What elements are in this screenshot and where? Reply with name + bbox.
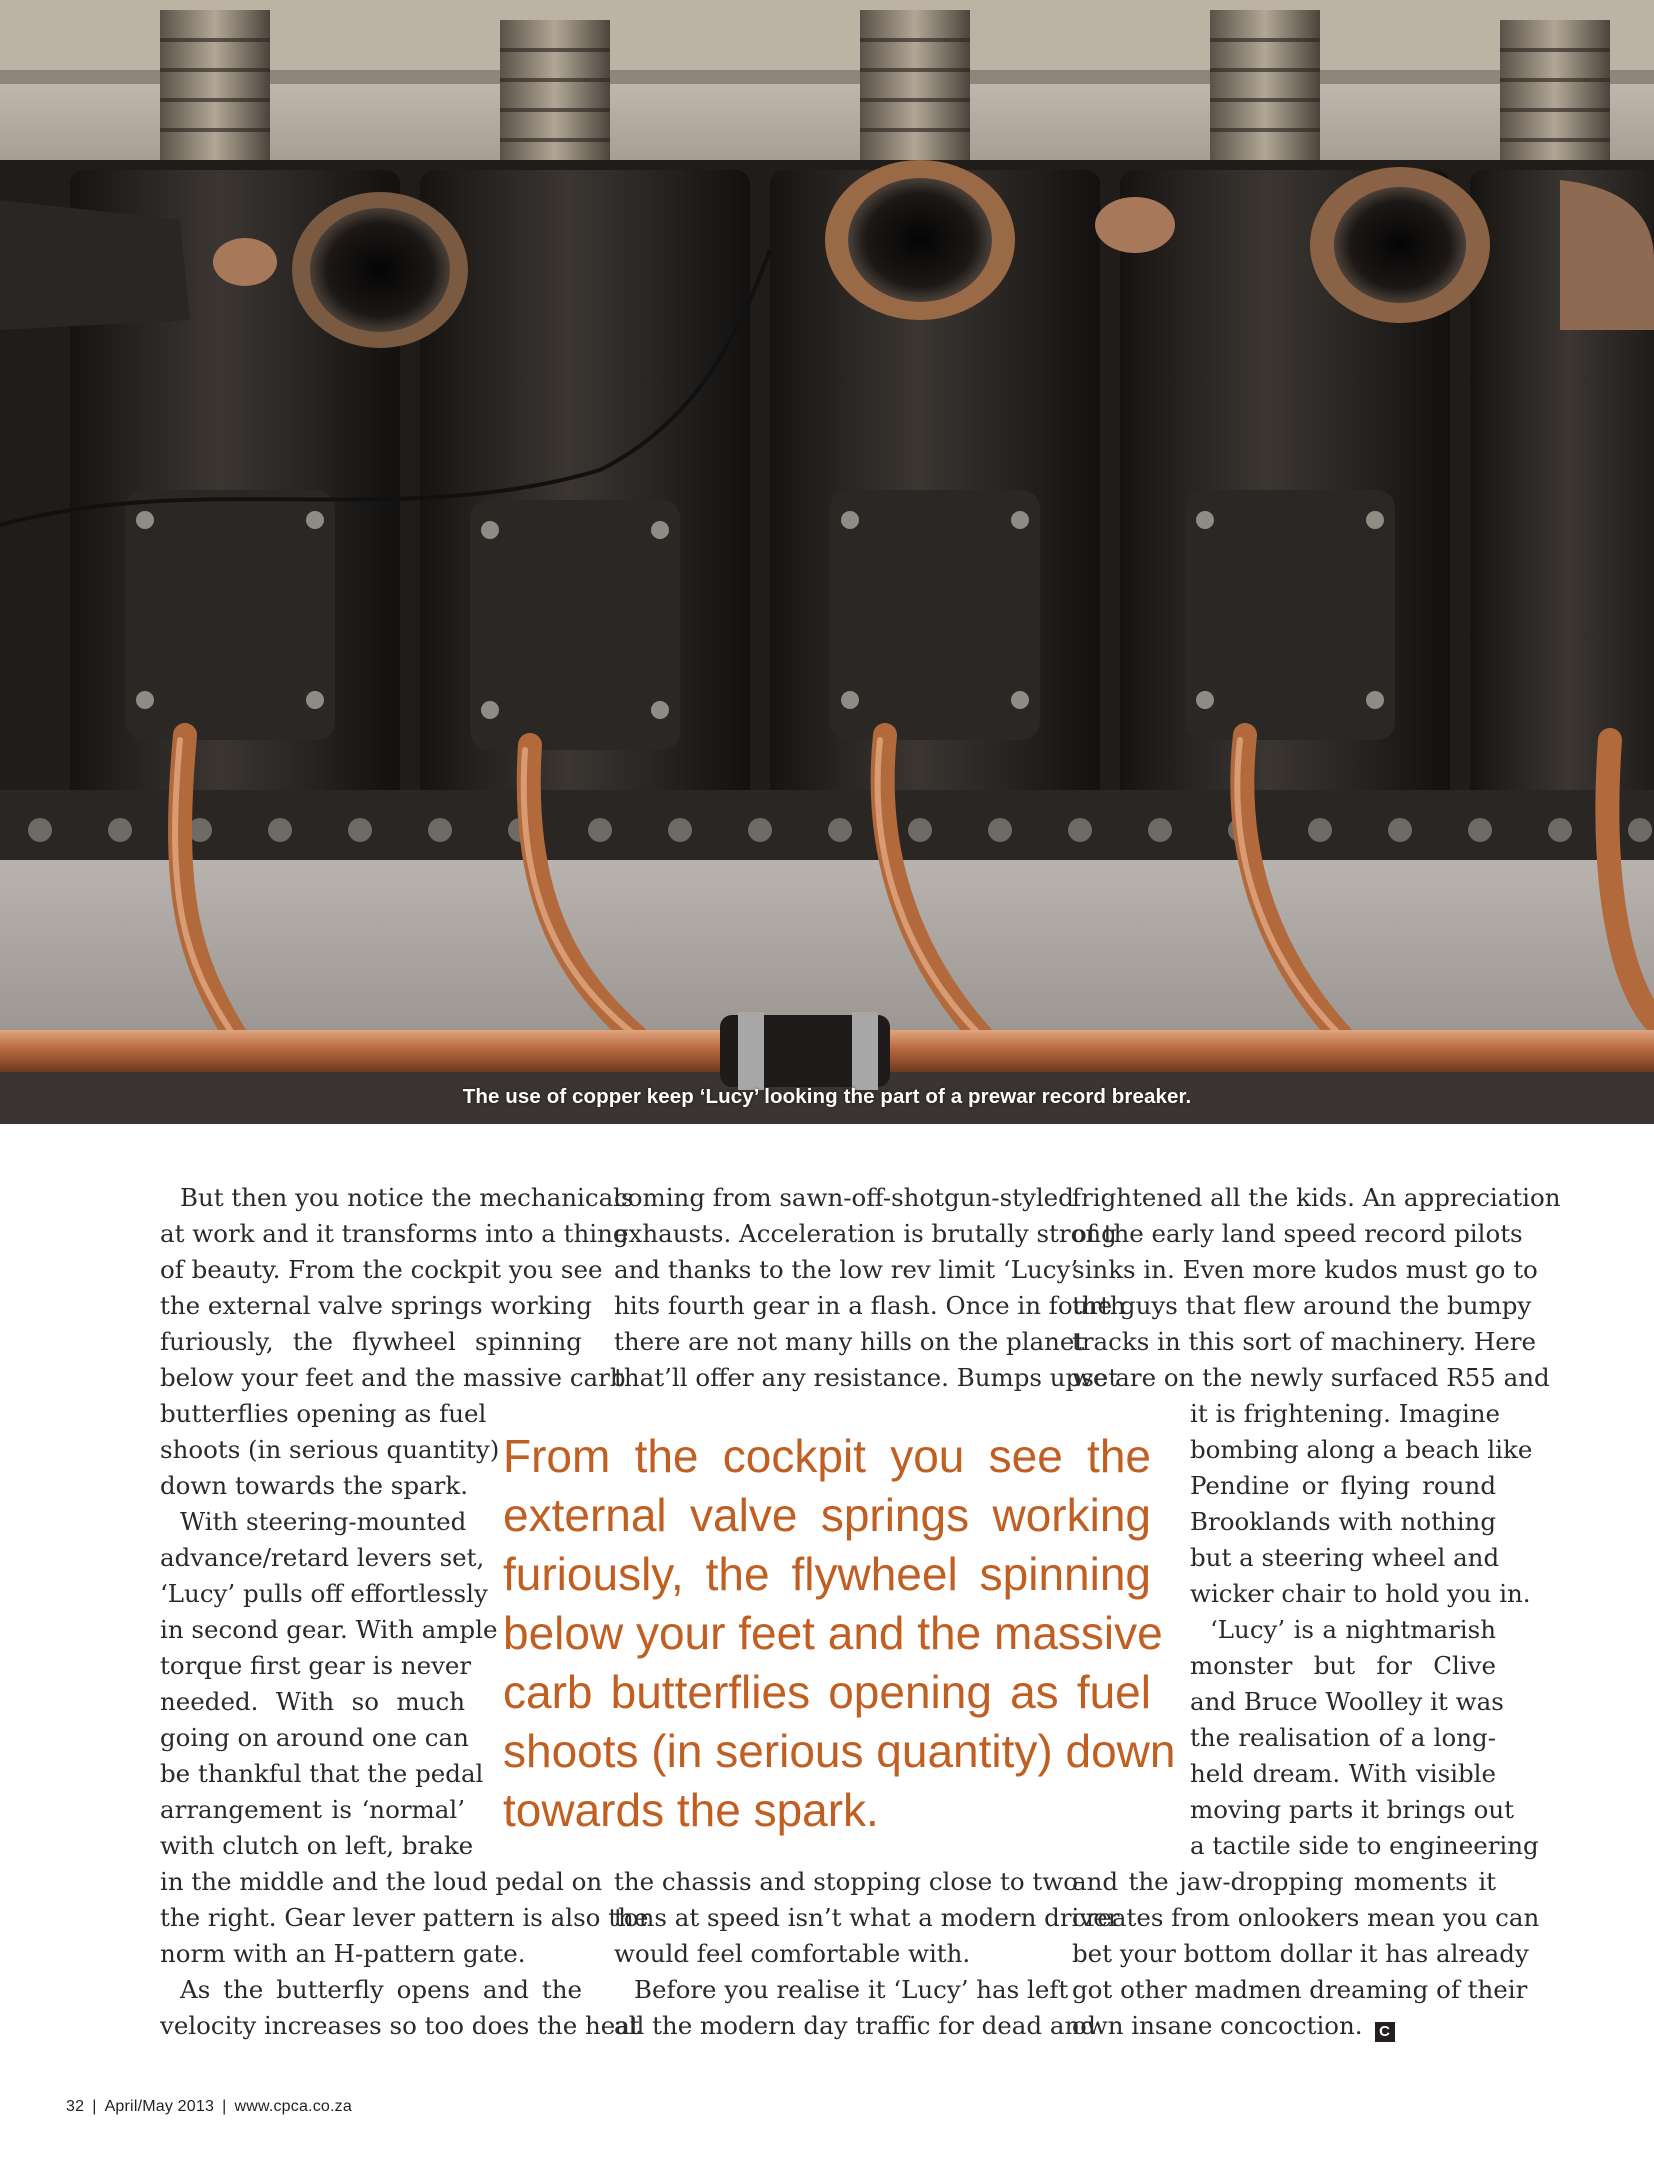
- text-line: But then you notice the mechanicals: [180, 1183, 634, 1212]
- text-line: got other madmen dreaming of their: [1072, 1975, 1528, 2004]
- text-line: in the middle and the loud pedal on: [160, 1867, 603, 1896]
- text-line: the guys that flew around the bumpy: [1072, 1291, 1532, 1320]
- text-line: As the butterfly opens and the: [180, 1975, 582, 2004]
- text-line: With steering-mounted: [180, 1507, 467, 1536]
- text-line: would feel comfortable with.: [614, 1939, 971, 1968]
- page-footer: [66, 2098, 352, 2116]
- text-line: monster but for Clive: [1190, 1651, 1496, 1680]
- text-line: tracks in this sort of machinery. Here: [1072, 1327, 1536, 1356]
- text-line: the external valve springs working: [160, 1291, 592, 1320]
- text-line: velocity increases so too does the heat: [160, 2011, 640, 2040]
- end-mark-icon: C: [1375, 2022, 1395, 2042]
- text-line: exhausts. Acceleration is brutally strong: [614, 1219, 1117, 1248]
- text-line: Brooklands with nothing: [1190, 1507, 1496, 1536]
- text-line: moving parts it brings out: [1190, 1795, 1515, 1824]
- text-line: it is frightening. Imagine: [1190, 1399, 1501, 1428]
- text-line: but a steering wheel and: [1190, 1543, 1500, 1572]
- pull-quote-line: carb butterflies opening as fuel: [503, 1666, 1151, 1718]
- text-line: in second gear. With ample: [160, 1615, 498, 1644]
- text-line: the right. Gear lever pattern is also the: [160, 1903, 649, 1932]
- footer-separator: |: [92, 2098, 97, 2115]
- text-line: the chassis and stopping close to two: [614, 1867, 1078, 1896]
- bolt-row: [28, 818, 1652, 842]
- text-line: going on around one can: [160, 1723, 469, 1752]
- text-line: creates from onlookers mean you can: [1072, 1903, 1540, 1932]
- text-line: that’ll offer any resistance. Bumps upset: [614, 1363, 1119, 1392]
- issue-date: April/May 2013: [104, 2098, 215, 2115]
- pull-quote-line: furiously, the flywheel spinning: [503, 1548, 1151, 1600]
- text-line: sinks in. Even more kudos must go to: [1072, 1255, 1538, 1284]
- page-number: 32: [66, 2098, 85, 2115]
- text-line: tons at speed isn’t what a modern driver: [614, 1903, 1120, 1932]
- text-line: Before you realise it ‘Lucy’ has left: [634, 1975, 1069, 2004]
- text-line: all the modern day traffic for dead and: [614, 2011, 1096, 2040]
- text-line: and Bruce Woolley it was: [1190, 1687, 1504, 1716]
- text-line: norm with an H-pattern gate.: [160, 1939, 526, 1968]
- text-line: needed. With so much: [160, 1687, 465, 1716]
- text-line: Pendine or flying round: [1190, 1471, 1496, 1500]
- text-line: we are on the newly surfaced R55 and: [1072, 1363, 1550, 1392]
- photo-caption: The use of copper keep ‘Lucy’ looking the part of a prewar record breaker.: [462, 1085, 1192, 1108]
- text-line: of beauty. From the cockpit you see: [160, 1255, 603, 1284]
- text-line: with clutch on left, brake: [160, 1831, 474, 1860]
- footer-separator: |: [222, 2098, 227, 2115]
- pull-quote-line: From the cockpit you see the: [503, 1430, 1151, 1482]
- last-line-text: own insane concoction.: [1072, 2011, 1363, 2040]
- text-line: furiously, the flywheel spinning: [160, 1327, 582, 1356]
- text-line: arrangement is ‘normal’: [160, 1795, 465, 1824]
- text-line: and thanks to the low rev limit ‘Lucy’: [614, 1255, 1079, 1284]
- text-line: coming from sawn-off-shotgun-styled: [614, 1183, 1074, 1212]
- text-line: ‘Lucy’ pulls off effortlessly: [160, 1579, 488, 1608]
- text-line-last: [1072, 2008, 1496, 2044]
- text-line: of the early land speed record pilots: [1072, 1219, 1523, 1248]
- text-line: bet your bottom dollar it has already: [1072, 1939, 1529, 1968]
- text-line: a tactile side to engineering: [1190, 1831, 1539, 1860]
- text-line: wicker chair to hold you in.: [1190, 1579, 1531, 1608]
- text-line: be thankful that the pedal: [160, 1759, 484, 1788]
- text-line: at work and it transforms into a thing: [160, 1219, 629, 1248]
- text-line: there are not many hills on the planet: [614, 1327, 1085, 1356]
- text-line: held dream. With visible: [1190, 1759, 1496, 1788]
- text-line: and the jaw-dropping moments it: [1072, 1867, 1496, 1896]
- text-line: down towards the spark.: [160, 1471, 469, 1500]
- text-line: frightened all the kids. An appreciation: [1072, 1183, 1561, 1212]
- text-line: hits fourth gear in a flash. Once in fourth: [614, 1291, 1126, 1320]
- text-line: bombing along a beach like: [1190, 1435, 1533, 1464]
- text-line: ‘Lucy’ is a nightmarish: [1210, 1615, 1496, 1644]
- website-link[interactable]: www.cpca.co.za: [234, 2098, 352, 2115]
- text-line: below your feet and the massive carb: [160, 1363, 626, 1392]
- text-line: torque first gear is never: [160, 1651, 472, 1680]
- pull-quote-line: towards the spark.: [503, 1784, 879, 1836]
- pull-quote-line: below your feet and the massive: [503, 1607, 1163, 1659]
- text-line: advance/retard levers set,: [160, 1543, 485, 1572]
- text-line: the realisation of a long-: [1190, 1723, 1496, 1752]
- pull-quote-line: shoots (in serious quantity) down: [503, 1725, 1176, 1777]
- text-line: shoots (in serious quantity): [160, 1435, 500, 1464]
- pull-quote-line: external valve springs working: [503, 1489, 1151, 1541]
- text-line: butterflies opening as fuel: [160, 1399, 487, 1428]
